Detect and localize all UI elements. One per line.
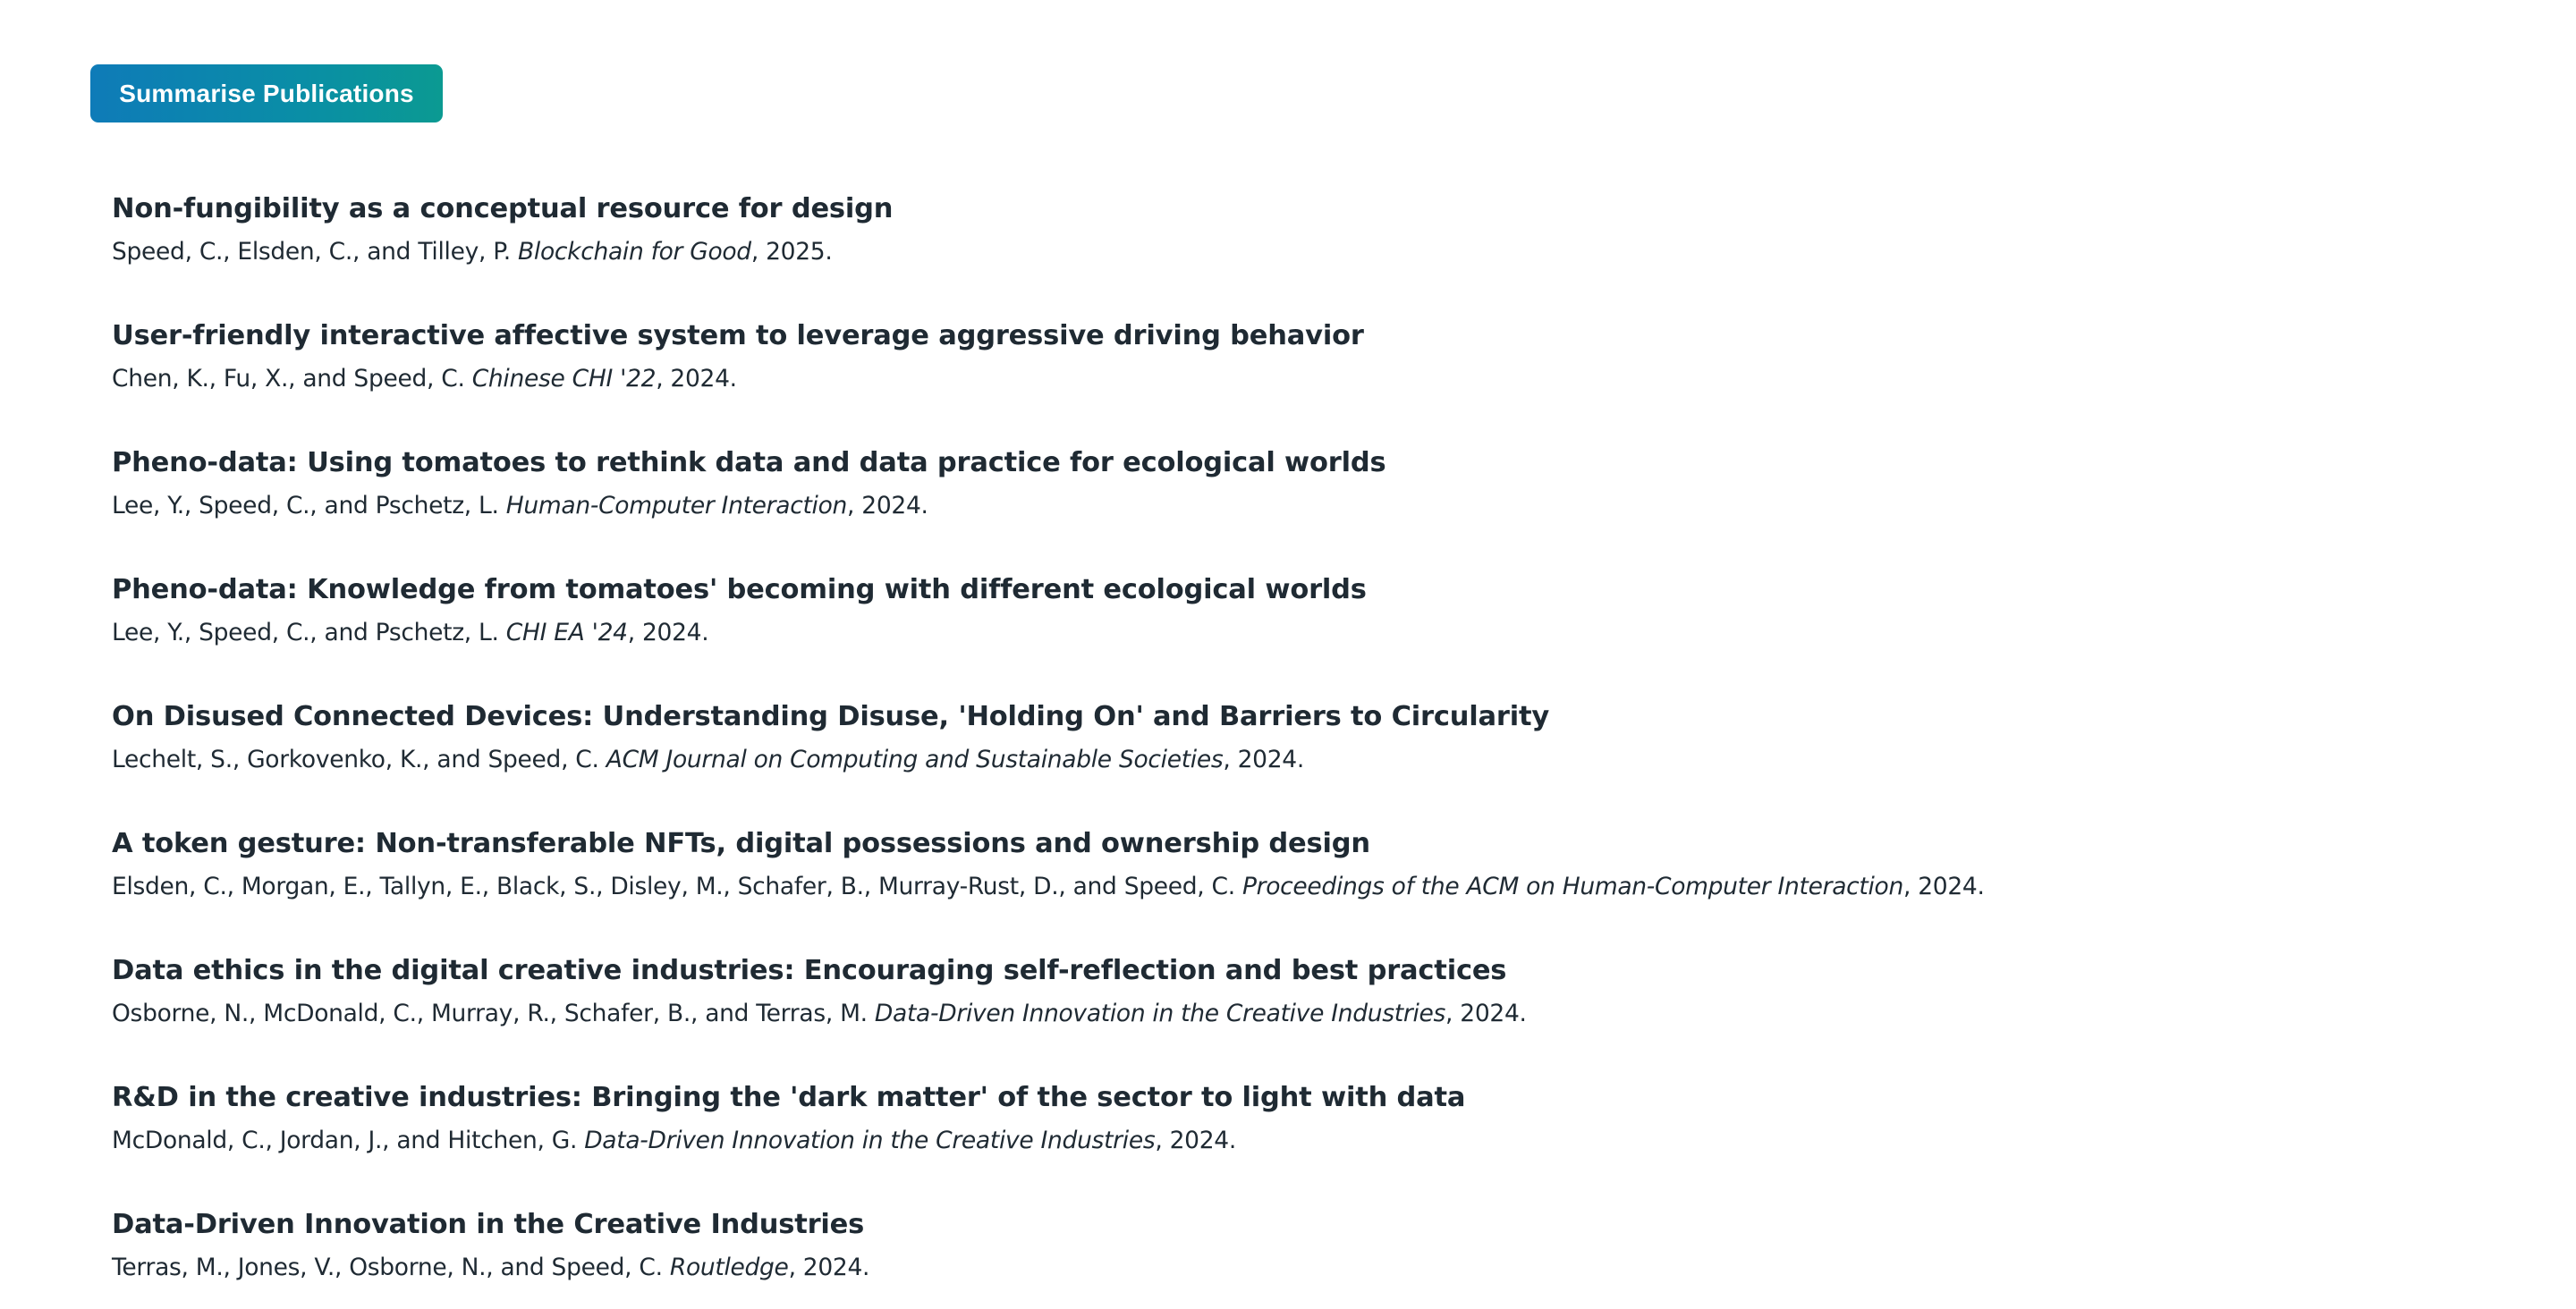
publication-year: , 2025. [750, 238, 833, 266]
publication-title: Data-Driven Innovation in the Creative Industries [112, 1209, 865, 1240]
publication-title: On Disused Connected Devices: Understanding Disuse, 'Holding On' and Barriers to Circularity [112, 701, 1550, 732]
publication-citation [112, 615, 2527, 651]
publication-year: , 2024. [627, 619, 709, 646]
publication-item [112, 951, 2527, 1078]
publication-title: Pheno-data: Knowledge from tomatoes' becoming with different ecological worlds [112, 574, 1367, 605]
publication-year: , 2024. [1902, 873, 1985, 900]
publication-item [112, 824, 2527, 951]
publication-item [112, 1078, 2527, 1205]
publication-authors: Osborne, N., McDonald, C., Murray, R., Schafer, B., and Terras, M. [112, 1000, 868, 1027]
publication-citation [112, 869, 2527, 905]
publication-venue: Data-Driven Innovation in the Creative Industries [584, 1127, 1156, 1154]
publication-authors: Chen, K., Fu, X., and Speed, C. [112, 365, 465, 393]
publication-year: , 2024. [788, 1254, 870, 1281]
publication-year: , 2024. [847, 492, 928, 519]
publication-item [112, 190, 2527, 317]
publication-authors: Speed, C., Elsden, C., and Tilley, P. [112, 238, 511, 266]
publication-authors: Elsden, C., Morgan, E., Tallyn, E., Black, S., Disley, M., Schafer, B., Murray-Rust, D., and Speed, C. [112, 873, 1235, 900]
publication-authors: McDonald, C., Jordan, J., and Hitchen, G. [112, 1127, 578, 1154]
publication-title: Non-fungibility as a conceptual resource for design [112, 193, 894, 224]
summarise-publications-button[interactable]: Summarise Publications [90, 64, 443, 122]
publication-authors: Lee, Y., Speed, C., and Pschetz, L. [112, 619, 499, 646]
publication-venue: Blockchain for Good [518, 238, 751, 266]
publication-year: , 2024. [1155, 1127, 1236, 1154]
publication-citation [112, 361, 2527, 397]
publication-authors: Lee, Y., Speed, C., and Pschetz, L. [112, 492, 499, 519]
publication-title: Data ethics in the digital creative industries: Encouraging self-reflection and best practices [112, 955, 1507, 986]
publication-venue: ACM Journal on Computing and Sustainable Societies [606, 746, 1224, 773]
publication-title: A token gesture: Non-transferable NFTs, digital possessions and ownership design [112, 828, 1370, 859]
publication-item [112, 443, 2527, 570]
publication-citation [112, 1123, 2527, 1159]
publication-item [112, 1205, 2527, 1309]
publication-title: R&D in the creative industries: Bringing the 'dark matter' of the sector to light with data [112, 1082, 1466, 1113]
publication-item [112, 570, 2527, 697]
publication-venue: Proceedings of the ACM on Human-Computer Interaction [1241, 873, 1903, 900]
publication-citation [112, 742, 2527, 778]
publication-item [112, 317, 2527, 443]
publication-venue: CHI EA '24 [505, 619, 628, 646]
publication-title: Pheno-data: Using tomatoes to rethink data and data practice for ecological worlds [112, 447, 1386, 478]
publication-year: , 2024. [1445, 1000, 1527, 1027]
publication-title: User-friendly interactive affective system to leverage aggressive driving behavior [112, 320, 1364, 351]
publication-citation [112, 1250, 2527, 1286]
publication-venue: Data-Driven Innovation in the Creative Industries [874, 1000, 1446, 1027]
publication-venue: Routledge [669, 1254, 789, 1281]
publication-citation [112, 488, 2527, 524]
publication-year: , 2024. [656, 365, 737, 393]
publication-citation [112, 234, 2527, 270]
publication-year: , 2024. [1223, 746, 1304, 773]
publication-item [112, 697, 2527, 824]
publication-authors: Terras, M., Jones, V., Osborne, N., and Speed, C. [112, 1254, 663, 1281]
publication-authors: Lechelt, S., Gorkovenko, K., and Speed, C. [112, 746, 599, 773]
publication-list [112, 190, 2527, 1309]
publication-citation [112, 996, 2527, 1032]
publication-venue: Human-Computer Interaction [505, 492, 848, 519]
publication-venue: Chinese CHI '22 [471, 365, 657, 393]
